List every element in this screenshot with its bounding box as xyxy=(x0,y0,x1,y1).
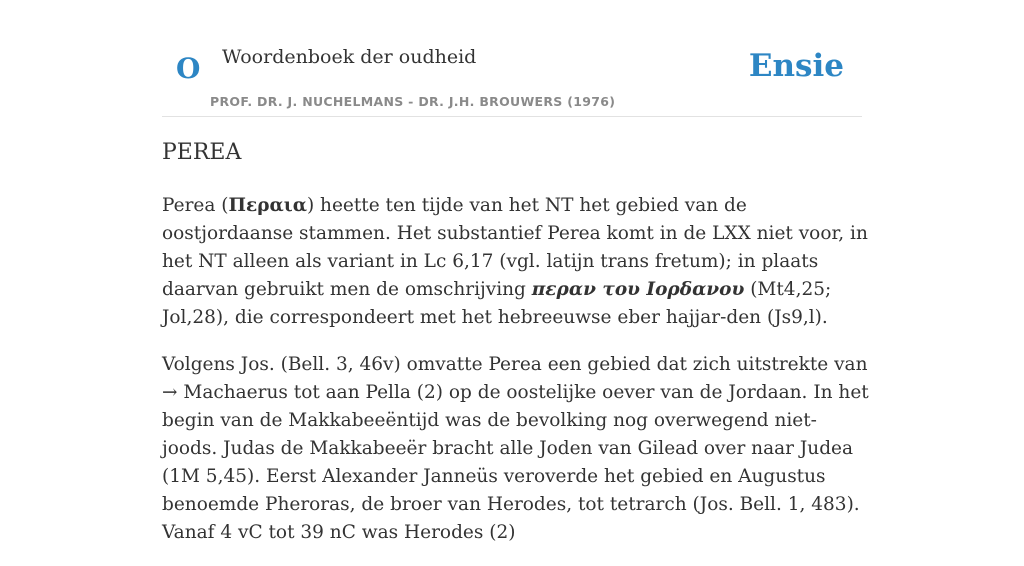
dictionary-header xyxy=(162,0,862,117)
p1-text-2: ) heette ten tijde van het NT het gebied van de oostjordaanse stammen. Het substantief Perea komt in de LXX niet voor, in het NT alleen als variant in Lc 6,17 (vgl. latijn trans fretum); in plaats daarvan gebruikt men de omschrijving xyxy=(162,195,868,300)
p1-text-3: (Mt4,25; Jol,28), die correspondeert met het hebreeuwse eber hajjar-den (Js9,l). xyxy=(162,279,832,328)
p2-text-1: Volgens Jos. (Bell. 3, 46v) omvatte Perea een gebied dat zich uitstrekte van xyxy=(162,354,868,375)
greek-term-perea: Περαια xyxy=(228,195,307,216)
cross-reference-arrow-icon[interactable]: → xyxy=(162,382,178,403)
entry-paragraph-1 xyxy=(162,192,870,332)
letter-index-link[interactable]: O xyxy=(176,52,201,85)
p1-text-1: Perea ( xyxy=(162,195,229,216)
entry-paragraph-2 xyxy=(162,351,870,547)
entry-body xyxy=(162,192,870,566)
p2-text-2: Machaerus tot aan Pella (2) op de oostelijke oever van de Jordaan. In het begin van de Makkabeeëntijd was de bevolking nog overwegend niet-joods. Judas de Makkabeeër bracht alle Joden van Gilead over naar Judea (1M 5,45). Eerst Alexander Janneüs veroverde het gebied en Augustus benoemde Pheroras, de broer van Herodes, tot tetrarch (Jos. Bell. 1, 483). Vanaf 4 vC tot 39 nC was Herodes (2) xyxy=(162,382,869,543)
ensie-logo-link[interactable]: Ensie xyxy=(748,48,844,84)
dictionary-authors: PROF. DR. J. NUCHELMANS - DR. J.H. BROUWERS (1976) xyxy=(210,94,616,109)
entry-title: PEREA xyxy=(162,140,242,165)
greek-term-peran-tou-iordanou: περαν του Ιορδανου xyxy=(531,279,745,300)
dictionary-title-link[interactable]: Woordenboek der oudheid xyxy=(222,46,477,68)
